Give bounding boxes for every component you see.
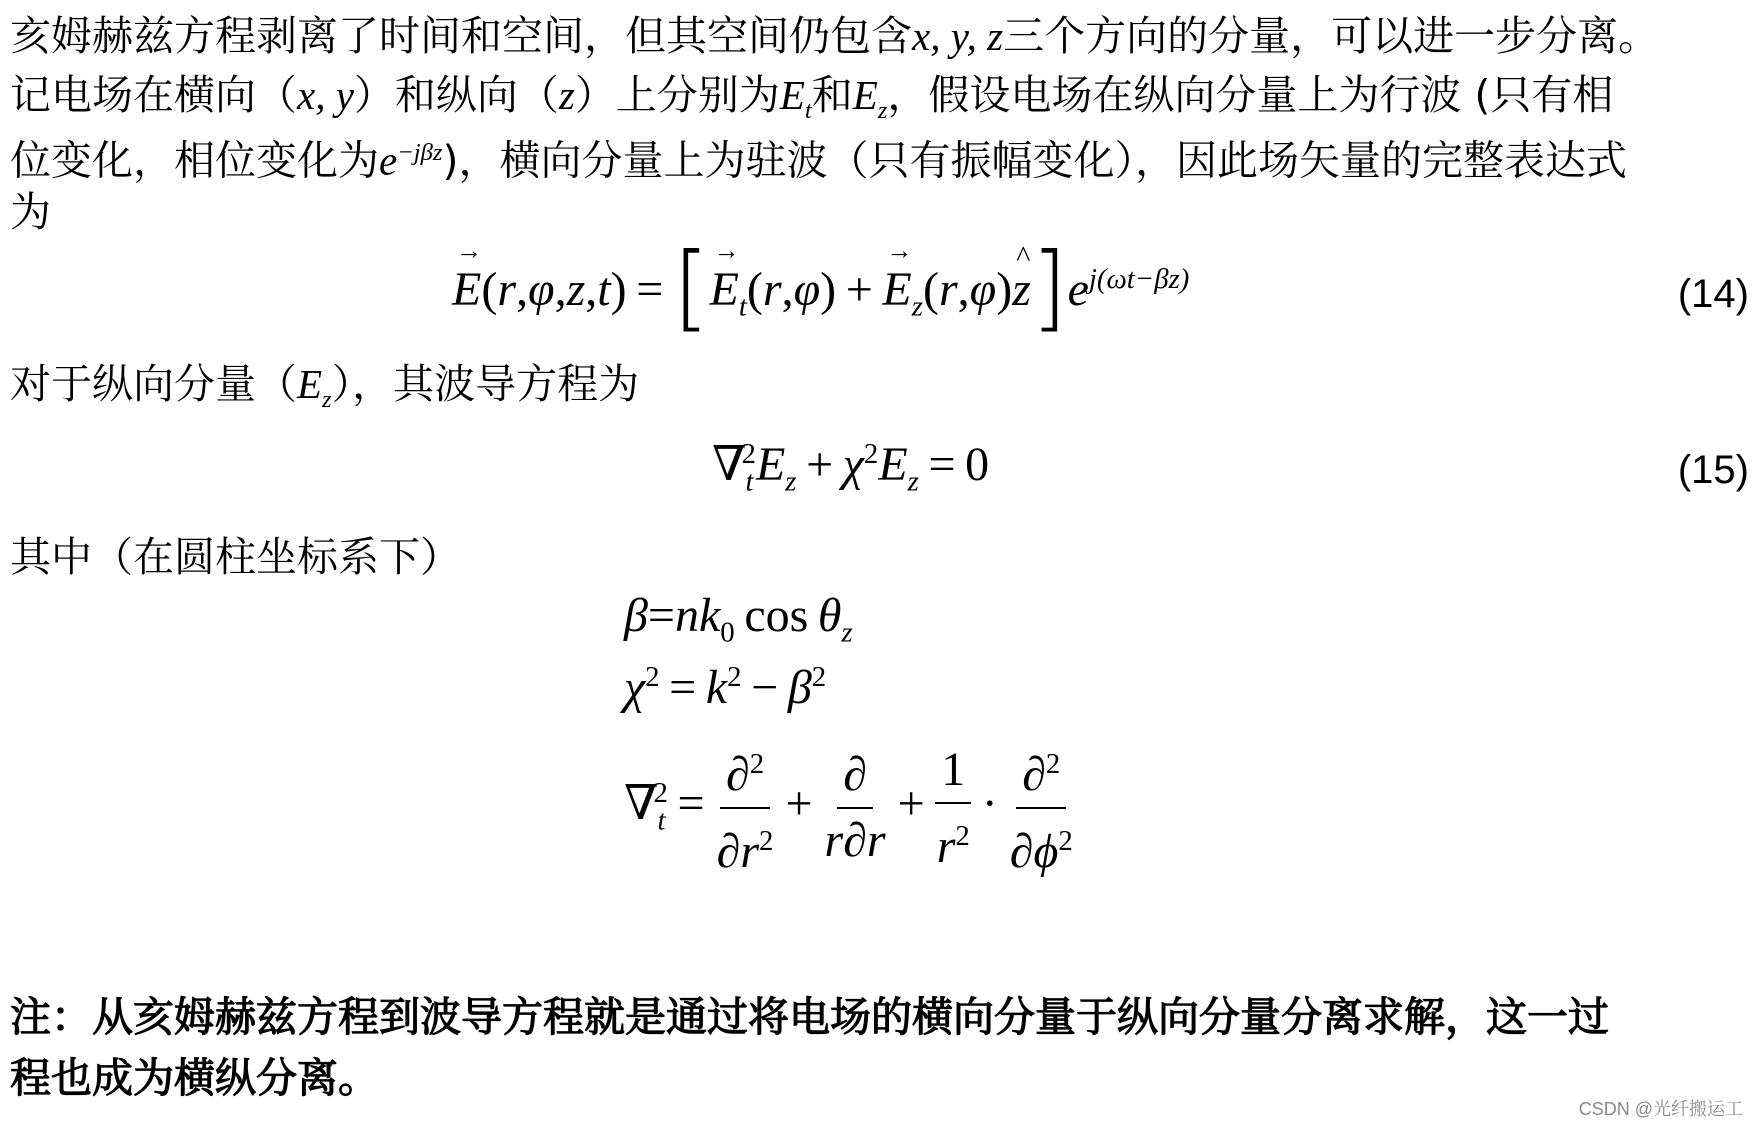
intro-text: 亥姆赫兹方程剥离了时间和空间，但其空间仍包含 [10,12,912,60]
phase-exponent: −jβz [397,139,443,166]
note-line-2: 程也成为横纵分离。 [10,1054,379,1102]
symbol-e: e [379,137,398,184]
equation-15: $\nabla_t^2E_z + \chi^2E_z = 0$ [712,438,990,498]
variables-xy: x, y [297,72,354,118]
intro-text: ，假设电场在纵向分量上为行波 (只有相 [887,71,1614,119]
para-text: 其中（在圆柱坐标系下） [10,533,461,581]
equation-chi: $\chi^2 = k^2 - \beta^2$ [624,661,827,714]
para-text: ），其波导方程为 [331,360,640,408]
intro-text: 和 [811,71,853,119]
subscript-z: z [877,97,888,125]
intro-text: 为 [10,188,51,236]
intro-line-1 [10,4,1659,68]
intro-text: 位变化，相位变化为 [10,136,379,185]
symbol-e-z: E [852,72,878,118]
intro-line-3 [10,121,1627,193]
equation-laplacian: $\nabla_t^2$ = $\frac{\partial^2}{\partial r^2}$ + $\frac{\partial}{r\partial r}$ + $\frac{1}{r^2}$ · $\frac{\partial^2}{\partial\phi^2}$ [624,736,1085,880]
intro-text: ）上分别为 [574,71,780,119]
para-cylindrical [10,525,461,589]
para-waveguide [10,352,639,432]
equation-beta: $\beta=nk_0$ $\cos \theta_z$ [624,589,853,649]
note-line-1: 注：从亥姆赫兹方程到波导方程就是通过将电场的横向分量于纵向分量分离求解，这一过 [10,993,1609,1041]
intro-text: 记电场在横向（ [10,71,297,119]
symbol-e-z: E [297,361,323,407]
variable-z: z [558,72,575,118]
symbol-e-t: E [779,72,805,118]
intro-text: )，横向分量上为驻波（只有振幅变化），因此场矢量的完整表达式 [442,136,1627,185]
intro-text: 三个方向的分量，可以进一步分离。 [1003,12,1660,60]
intro-text: ）和纵向（ [353,71,559,119]
equation-14: → E(r,φ,z,t) = [→ $E_t(r,\varphi)$ + → $E_z(r,\varphi)\^{}$ $z]e^{j(\omega t-\beta z)}$ [452,258,1189,324]
intro-line-4 [10,180,51,244]
subscript-z: z [322,386,332,414]
variables-xyz: x, y, z [912,13,1004,59]
equation-number-14: (14) [1677,272,1749,316]
subscript-t: t [804,97,812,125]
watermark: CSDN @光纤搬运工 [1578,1099,1743,1119]
equation-number-15: (15) [1677,448,1749,492]
para-text: 对于纵向分量（ [10,360,297,408]
